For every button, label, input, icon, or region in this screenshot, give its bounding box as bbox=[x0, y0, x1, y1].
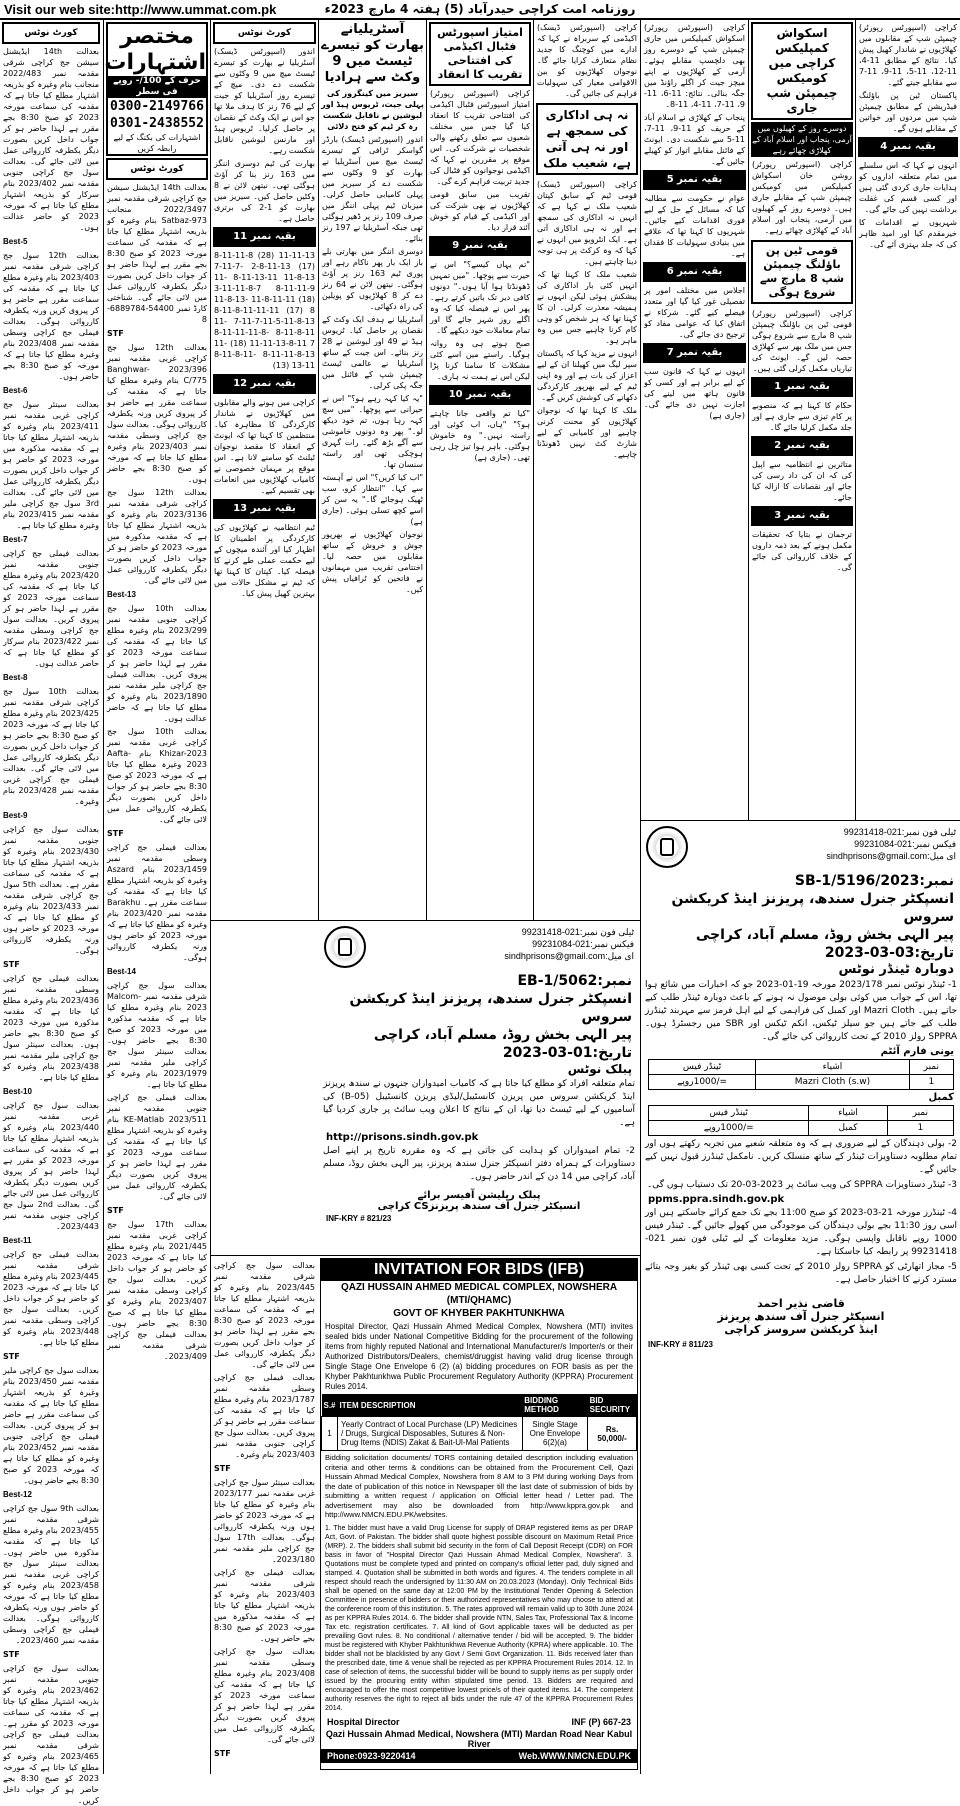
article-text: "اب کیا کریں؟" اس نے آہستہ سے کہا۔ "انتظار کرو، سب ٹھیک ہوجائے گا۔" یہ سن کر اسے کچھ تسلی ہوئی۔ (جاری ہے) bbox=[322, 473, 423, 526]
notice-title: دوبارہ ٹینڈر نوٹس bbox=[838, 962, 954, 977]
article-text: صبح ہوتے ہی وہ روانہ ہوگیا۔ راستے میں اسے کئی مشکلات کا سامنا کرنا پڑا لیکن اس نے ہمت نہ ہاری۔ bbox=[430, 339, 530, 381]
notice-body: 4- ٹینڈرز مورخہ 21-03-2023 کو صبح 11:00 بجے تک جمع کرائے جاسکتے ہیں اور اسی روز 11:30 بجے بولی دہندگان کی موجودگی میں کھولے جائیں گے۔ ٹینڈر فیس 1000 روپے ناقابل واپسی ہوگی۔ مزید معلومات کے لیے ٹیلی فون نمبر 021-99231418 پر رابطہ کیا جاسکتا ہے۔ bbox=[645, 1208, 957, 1257]
article-text: کراچی (اسپورٹس رپورٹر) روشن خان اسکواش کمپلیکس میں کومیکس چیمپئن شپ کے مقابلے جاری ہیں۔ دوسرے روز کے کھیلوں میں آرمی، پنجاب اور اسلام آباد کے کھلاڑی چھائے رہے۔ bbox=[752, 160, 852, 235]
article-text: دوسری اننگز میں بھارتی بلے باز ایک بار پھر ناکام رہے اور پوری ٹیم 163 رنز پر آؤٹ ہوگئی۔ نیتھن لائن نے 64 رنز دے کر 8 کھلاڑیوں کو پویلین کی راہ دکھائی۔ bbox=[322, 247, 424, 311]
short-ads-box bbox=[106, 22, 208, 156]
tender-col-no: نمبر bbox=[887, 1106, 953, 1121]
code-label: Best-14 bbox=[107, 967, 136, 976]
notice-department: انسپکٹر جنرل سندھ، پریزنز اینڈ کریکشن سروس bbox=[349, 991, 632, 1025]
article-text: آسٹریلیا نے ہدف ایک وکٹ کے نقصان پر حاصل کیا۔ ٹریوس ہیڈ نے 49 اور لبوشین نے 28 رنز بنائے۔ اس جیت کے ساتھ آسٹریلیا نے عالمی ٹیسٹ چیمپئن شپ کے فائنل میں جگہ پکی کرلی۔ bbox=[322, 315, 423, 390]
stf-label: STF bbox=[214, 1464, 231, 1473]
classified-text: بعدالت سول جج کراچی جنوبی مقدمہ نمبر 2023/430 بنام وغیرہ کو بذریعہ اشتہار مطلع کیا جاتا ہے کہ مقدمہ کی سماعت مقرر ہے۔ بعدالت 5th سول جج کراچی شرقی مقدمہ نمبر 2023/433 بنام وغیرہ کو مطلع کیا جاتا ہے کہ مورخہ 2023 کو حاضر ہوں ورنہ یکطرفہ کارروائی ہوگی۔ bbox=[3, 825, 99, 955]
classifieds-column-1 bbox=[0, 20, 102, 1805]
classified-text: بعدالت فیملی جج کراچی شرقی مقدمہ نمبر 2023/403 بنام وغیرہ کو بذریعہ اشتہار مطلع کیا جاتا ہے کہ مقدمہ مذکورہ میں مورخہ 2023 کو صبح 8:30 بجے حاضر ہوں۔ bbox=[214, 1568, 315, 1643]
article-text: اندور (اسپورٹس ڈیسک) آسٹریلیا نے بھارت کو تیسرے ٹیسٹ میچ میں 9 وکٹوں سے شکست دے دی۔ میچ کے تیسرے روز آسٹریلیا کو جیت کے لیے 76 رنز کا ہدف ملا تھا جو اس نے ایک وکٹ کے نقصان پر حاصل کرلیا۔ ٹریوس ہیڈ اور مارنس لبوشین ناقابل شکست رہے۔ bbox=[214, 47, 316, 155]
article-text: تقریب میں سابق قومی کھلاڑیوں نے بھی شرکت کی اور اکیڈمی کے قیام کو خوش آئند قرار دیا۔ bbox=[430, 190, 530, 232]
classified-text: بعدالت 10th سول جج کراچی جنوبی مقدمہ نمبر 2023/299 بنام وغیرہ مطلع کیا جاتا ہے کہ مقدمہ کی سماعت مورخہ 2023 کو مقرر ہے لہذا حاضر ہو کر پیروی کریں۔ بعدالت فیملی جج کراچی ملیر مقدمہ نمبر 2023/1890 بنام وغیرہ کو مطلع کیا جاتا ہے کہ حاضر عدالت ہوں۔ bbox=[107, 604, 207, 723]
classified-text: بعدالت 12th سول جج کراچی شرقی مقدمہ نمبر 2023/3136 بنام وغیرہ کو بذریعہ اشتہار مطلع کیا جاتا ہے کہ مقدمہ مذکورہ میں مورخہ 2023 کو حاضر ہو کر جواب داخل کریں بصورت دیگر یکطرفہ کارروائی عمل میں لائی جائے گی۔ bbox=[107, 488, 207, 585]
table-row bbox=[649, 1121, 954, 1136]
ifb-terms: 1. The bidder must have a valid Drug License for supply of DRAP registered items as per DRAP Act, Govt. of Pakistan. The bidder shall quote highest possible discount on Maximum Retail Price (MRP). 2. The bidders shall submit bid security in the form of Call Deposit Receipt (CDR) on FOR basis in favor of "Hospital Director Qazi Hussain Ahmad Medical Complex, Nowshera". 3. Quotations must be complete typed and printed on company's official letter pad, duly signed and stamped. 4. Quotation shall be submitted in both words and figures. 4. The tenders complete in all respect should reach the undersigned by 11:30 AM on 20.03.2023 (Monday). Only Technical Bids shall be opened on the same day at 12:00 PM by the Institutional Tender Opening & Selection Committee in presence of bidders or their authorized representatives who may choose to attend at the conference room of this institution. 5. The rates approved will remain valid up to 30th June 2024 as per KPPRA Rules 2014. 6. The bidder shall provide NTN, Sales Tax, Professional Tax & Income Tax etc. registration certificates. 7. All kind of Govt applicable taxes will be deducted as per prevailing Govt rules. 8. No conditional / alternative tender / bid will be accepted. 9. The bidder must be registered with Khyber Pakhtunkhwa Revenue Authority (KPRA) where applicable. 10. The bidder shall not be blacklisted by any Govt / Semi Govt Organization. 11. Bids received later than the prescribed date, time & venue shall be rejected as per KPPRA Procurement Rules 2014. 12. In case of selection of items, the successful bidder will be bound to supply items as per supply order issued by the procuring entity within stipulated time period. 13. Bidders are required and encouraged to offer the most competitive lowest price/s of their quoted items. 14. The competent authority reserves the right to reject all bids under the rule 47 of the KPPRA Procurement Rules 2014. bbox=[325, 1524, 633, 1712]
tender-cell: 1 bbox=[887, 1121, 953, 1136]
article-text: شہریوں نے اقدامات کا خیرمقدم کیا اور امید ظاہر کی کہ جلد بہتری آئے گی۔ bbox=[859, 218, 957, 249]
tender-table-1 bbox=[648, 1059, 954, 1090]
court-notice-heading: کورٹ نوٹس bbox=[106, 158, 208, 180]
court-notice-heading: کورٹ نوٹس bbox=[2, 22, 100, 44]
news-column-7 bbox=[641, 20, 748, 820]
article-text: ترجمان نے بتایا کہ تحقیقات مکمل ہونے کے بعد ذمہ داروں کے خلاف کارروائی کی جائے گی۔ bbox=[752, 530, 852, 572]
masthead: روزنامہ امت کراچی حیدرآباد (5) ہفتہ 4 مارچ 2023ء bbox=[324, 2, 636, 16]
ifb-phone[interactable]: Phone:0923-9220414 bbox=[327, 1750, 416, 1761]
classified-text: بعدالت سول جج کراچی وسطی مقدمہ نمبر 2023/408 بنام وغیرہ مطلع کیا جاتا ہے کہ مقدمہ کی سماعت مورخہ 2023 کو مقرر ہے لہذا حاضر ہو کر پیروی کریں بصورت دیگر یکطرفہ کارروائی عمل میں لائی جائے گی۔ bbox=[214, 1647, 315, 1744]
ifb-signatory: Hospital Director bbox=[327, 1716, 400, 1727]
article-text: کراچی (اسپورٹس رپورٹر) چیمپئن شپ کے مقابلوں میں کھلاڑیوں نے شاندار کھیل پیش کیا۔ نتائج کے مطابق 11-4، 11-12، 11-5، 11-9، 11-7 سے مقابلے جیتے گئے۔ bbox=[859, 23, 958, 87]
continued-heading: بقیہ نمبر 4 bbox=[858, 137, 958, 157]
notice-body: 3- ٹینڈر دستاویزات SPPRA کی ویب سائٹ پر 2023-03-20 تک دستیاب ہوں گی۔ bbox=[647, 1180, 957, 1190]
article-text: انہوں نے مزید کہا کہ پاکستان سپر لیگ میں کھیلنا ان کے لیے اعزاز کی بات ہے اور وہ اپنی ٹیم کے لیے بھرپور کارکردگی دکھانے کی کوشش کریں گے۔ bbox=[537, 349, 637, 402]
article-text: "تم یہاں کیسے؟" اس نے حیرت سے پوچھا۔ "میں تمہیں ڈھونڈتا ہوا آیا ہوں۔" دونوں کافی دیر تک باتیں کرتے رہے۔ پھر اس نے فیصلہ کیا کہ وہ اگلے روز شہر جائے گا اور تمام معاملات خود دیکھے گا۔ bbox=[430, 260, 530, 335]
ifb-cell-method: Single Stage One Envelope 6(2)(a) bbox=[522, 1417, 587, 1451]
notice-body: 2- بولی دہندگان کے لیے ضروری ہے کہ وہ متعلقہ شعبے میں تجربہ رکھتے ہوں اور تمام مطلوبہ دستاویزات ٹینڈر کے ساتھ منسلک کریں۔ نامکمل ٹینڈرز قبول نہیں کیے جائیں گے۔ bbox=[645, 1139, 957, 1175]
tender-cell: 1 bbox=[909, 1075, 953, 1090]
ifb-cell-security: Rs. 50,000/- bbox=[588, 1417, 637, 1451]
classified-text: بعدالت 14th ایڈیشنل سیشن جج کراچی شرقی مقدمہ نمبر 2022/483 منجانب بنام وغیرہ کو بذریعہ اشتہار مطلع کیا جاتا ہے کہ مقدمہ کی سماعت مورخہ 2023 کو صبح 8:30 بجے مقرر ہے لہذا حاضر ہو کر جواب داخل کریں بصورت دیگر یکطرفہ کارروائی عمل میں لائی جائے گی۔ بعدالت سول جج کراچی جنوبی مقدمہ نمبر 2023/402 بنام سرکار کو بذریعہ اشتہار مطلع کیا جاتا ہے کہ مورخہ 2023 کو حاضر عدالت ہوں۔ bbox=[3, 47, 100, 232]
article-text: عوام نے حکومت سے مطالبہ کیا کہ مسائل کے حل کے لیے فوری اقدامات کیے جائیں۔ شہریوں کا کہنا تھا کہ علاقے میں بنیادی سہولیات کا فقدان ہے۔ bbox=[644, 194, 745, 258]
tender-table-2 bbox=[648, 1105, 954, 1136]
ifb-government: GOVT OF KHYBER PAKHTUNKHWA bbox=[393, 1308, 565, 1319]
classified-text: بعدالت 12th سول جج کراچی غربی مقدمہ نمبر 2023/396 Banghwar-C/775 بنام وغیرہ مطلع کیا جاتا ہے کہ مقدمہ کی سماعت مقرر ہے حاضر ہو کر پیروی کریں ورنہ یکطرفہ کارروائی ہوگی۔ بعدالت سول جج کراچی وسطی مقدمہ نمبر 2023/403 بنام وغیرہ مطلع کیا جاتا ہے کہ مورخہ کو صبح 8:30 بجے حاضر ہوں۔ bbox=[106, 343, 207, 484]
notice-signatory-1: پبلک ریلیشن آفیسر برائے bbox=[417, 1190, 541, 1201]
article-text: نوجوان کھلاڑیوں نے بھرپور جوش و خروش کے ساتھ مقابلوں میں حصہ لیا۔ اختتامی تقریب میں مہمانوں نے فاتحین کو ٹرافیاں پیش کیں۔ bbox=[322, 530, 423, 594]
classified-text: بعدالت فیملی جج کراچی شرقی مقدمہ نمبر 2023/445 بنام وغیرہ مطلع کیا جاتا ہے کہ مورخہ 2023 کو حاضر ہو کر جواب داخل کریں۔ بعدالت سول جج کراچی وسطی مقدمہ نمبر 2023/448 بنام وغیرہ کو مطلع کیا جاتا ہے۔ bbox=[3, 1250, 99, 1347]
article-text: انہوں نے کہا کہ قانون سب کے لیے برابر ہے اور کسی کو قانون ہاتھ میں لینے کی اجازت نہیں دی جائے گی۔ (جاری ہے) bbox=[644, 367, 745, 420]
table-row bbox=[649, 1075, 954, 1090]
article-text: 11-11-13 (28) 8-11-11-8 (17) 2-8-11-13 7-11-7-11-8-13 8-11-13-11 11-8-11-11-9 3-11-11-8-7 (18) 11-8-11-11 11-8-13-8 (17) 8-11-8-11-11-11 7-11-7-11-5-11-8-13 11-8-11-8-11 8-11-11-11-8-7 11-11-13-8-11 (18) 11-8-11-11-8-13 8-11-8-11-13-11 (13) bbox=[214, 251, 316, 370]
article-text: پاکستان ٹین پن باؤلنگ فیڈریشن کے مطابق چیمپئن شپ میں مردوں اور خواتین کے مقابلے ہوں گے۔ bbox=[859, 91, 957, 133]
news-column-4 bbox=[319, 20, 426, 920]
classified-text: بعدالت سول جج کراچی جنوبی مقدمہ نمبر 2023/462 بنام وغیرہ کو بذریعہ اشتہار مطلع کیا جاتا ہے کہ مقدمہ کی سماعت مورخہ 2023 کو مقرر ہے۔ بعدالت فیملی جج کراچی شرقی مقدمہ نمبر 2023/465 بنام وغیرہ کو مطلع کیا جاتا ہے کہ مورخہ 2023 کو صبح 8:30 بجے حاضر ہو کر جواب داخل کریں۔ bbox=[3, 1664, 99, 1805]
notice-signatory-2: انسپکٹر جنرل آف سندھ پریزنزCS کراچی bbox=[377, 1201, 581, 1212]
notice-inf-code: INF-KRY # 811/23 bbox=[648, 1340, 713, 1349]
article-text: ملک کا کہنا تھا کہ نوجوان کھلاڑیوں کو محنت کرنی چاہیے اور کامیابی کے لیے شارٹ کٹ نہیں ڈھونڈنا چاہیے۔ bbox=[537, 406, 637, 459]
notice-title: پبلک نوٹس bbox=[567, 1062, 632, 1076]
classified-text: بعدالت سول جج کراچی شرقی مقدمہ نمبر 2023/445 بنام وغیرہ کو بذریعہ اشتہار مطلع کیا جاتا ہے کہ مقدمہ کی سماعت مورخہ 2023 کو صبح 8:30 بجے مقرر ہے لہذا حاضر ہو کر جواب داخل کریں بصورت دیگر یکطرفہ کارروائی عمل میں لائی جائے گی۔ bbox=[214, 1261, 315, 1369]
notice-website[interactable]: ppms.ppra.sindh.gov.pk bbox=[648, 1194, 785, 1205]
article-text: پنجاب کے کھلاڑی نے اسلام آباد کے حریف کو 11-9، 11-7، 11-5 سے شکست دی۔ ایونٹ کے فائنل مقابلے اتوار کو کھیلے جائیں گے۔ bbox=[644, 113, 745, 166]
tender-col-no: نمبر bbox=[909, 1060, 953, 1075]
continued-heading: بقیہ نمبر 10 bbox=[429, 385, 531, 405]
code-label: Best-12 bbox=[3, 1490, 32, 1499]
code-label: Best-5 bbox=[3, 237, 28, 246]
notice-phone[interactable]: ٹیلی فون نمبر:021-99231418 bbox=[843, 827, 956, 837]
classified-text: بعدالت 9th سول جج کراچی شرقی مقدمہ نمبر 2023/455 بنام وغیرہ مطلع کیا جاتا ہے کہ مقدمہ مذکورہ میں حاضر ہوں۔ بعدالت سینئر سول جج کراچی غربی مقدمہ نمبر 2023/458 بنام وغیرہ کو مطلع کیا جاتا ہے کہ مورخہ کو حاضر ہوں ورنہ یکطرفہ کارروائی ہوگی۔ بعدالت فیملی جج کراچی وسطی مقدمہ نمبر 2023/460۔ bbox=[3, 1504, 99, 1645]
short-ads-phone-2[interactable]: 0301-2438552 bbox=[110, 116, 204, 131]
article-text: کراچی (اسپورٹس رپورٹر) امتیاز اسپورٹس فٹبال اکیڈمی کی افتتاحی تقریب کا انعقاد کیا گیا جس میں مختلف شعبوں سے تعلق رکھنے والی شخصیات نے شرکت کی۔ اس موقع پر مقررین نے کہا کہ اکیڈمی نوجوانوں کو فٹبال کی جدید تربیت فراہم کرے گی۔ bbox=[430, 89, 530, 186]
prisons-retender-notice: ٹیلی فون نمبر:021-99231418 فیکس نمبر:021-99231084 ای میل:sindhprisons@gmail.com نمبر:SB-1/5196/2023 انسپکٹر جنرل سندھ، پریزنز اینڈ کریکشن سروس پیر الہی بخش روڈ، مسلم آباد، کراچی تاریخ:03-03-2023 دوبارہ ٹینڈر نوٹس 1- ٹینڈر نوٹس نمبر 2023/178 مورخہ 19-01-2023 جو کہ اخبارات میں شائع ہوا تھا، اس کے جواب میں کوئی بولی موصول نہ ہونے کے باعث دوبارہ ٹینڈر طلب کیے جاتے ہیں۔ Mazri Cloth اور کمبل کی فراہمی کے لیے اہل فرمز سے مہربند ٹینڈرز طلب کیے جاتے ہیں جو سیلز ٹیکس، انکم ٹیکس اور SBR میں رجسٹرڈ ہوں۔ SPPRA رولز 2010 کے تحت کارروائی کی جائے گی۔ یونی فارم آئٹم نمبر اشیاء ٹینڈر فیس 1 Mazri Cloth (s.w) =/1000روپے کمبل نمبر اشیاء ٹینڈر فیس 1 کمبل =/1000روپے 2- بولی دہندگان کے لیے ضروری ہے کہ وہ متعلقہ شعبے میں تجربہ رکھتے ہوں اور تمام مطلوبہ دستاویزات ٹینڈر کے ساتھ منسلک کریں۔ نامکمل ٹینڈرز قبول نہیں کیے جائیں گے۔ 3- ٹینڈر دستاویزات SPPRA کی ویب سائٹ پر 2023-03-20 تک دستیاب ہوں گی۔ ppms.ppra.sindh.gov.pk 4- ٹینڈرز مورخہ 21-03-2023 کو صبح 11:00 بجے تک جمع کرائے جاسکتے ہیں اور اسی روز 11:30 بجے بولی دہندگان کی موجودگی میں کھولے جائیں گے۔ ٹینڈر فیس 1000 روپے ناقابل واپسی ہوگی۔ مزید معلومات کے لیے ٹیلی فون نمبر 021-99231418 پر رابطہ کیا جاسکتا ہے۔ 5- مجاز اتھارٹی کو SPPRA رولز 2010 کے تحت کسی بھی ٹینڈر کو بغیر وجہ بتائے مسترد کرنے کا اختیار حاصل ہے۔ قاضی نذیر احمد انسپکٹر جنرل آف سندھ پریزنز اینڈ کریکشن سروسز کراچی INF-KRY # 811/23 bbox=[642, 822, 960, 1772]
notice-body: تمام متعلقہ افراد کو مطلع کیا جاتا ہے کہ کامیاب امیدواران جنہوں نے سندھ پریزنز اینڈ کریکشن سروس میں پریزن کانسٹیبل/لیڈی پریزن کانسٹیبل (B-05) کی آسامیوں کے لیے ٹیسٹ دیا تھا، ان کے نتائج کا اعلان ویب سائٹ پر جاری کردیا گیا ہے۔ bbox=[323, 1079, 635, 1128]
classified-text: بعدالت 10th سول جج کراچی شرقی مقدمہ نمبر 2023/425 بنام وغیرہ مطلع کیا جاتا ہے کہ مورخہ 2023 کو صبح 8:30 بجے حاضر ہو کر جواب داخل کریں بصورت دیگر یکطرفہ کارروائی عمل میں لائی جائے گی۔ بعدالت فیملی جج کراچی غربی مقدمہ نمبر 2023/428 بنام وغیرہ۔ bbox=[3, 687, 100, 806]
ifb-col-security: BID SECURITY bbox=[588, 1394, 637, 1417]
article-text: ٹیم انتظامیہ نے کھلاڑیوں کی کارکردگی پر اطمینان کا اظہار کیا اور آئندہ میچوں کے لیے حکمت عملی طے کرنے کا فیصلہ کیا۔ کپتان کا کہنا تھا کہ ٹیم نے مشکل حالات میں بہترین کھیل پیش کیا۔ bbox=[214, 523, 315, 598]
tender-cell: کمبل bbox=[809, 1121, 887, 1136]
notice-inf-code: INF-KRY # 821/23 bbox=[326, 1214, 392, 1223]
classified-text: بعدالت فیملی جج کراچی وسطی مقدمہ نمبر 2023/1787 بنام وغیرہ مطلع کیا جاتا ہے کہ مقدمہ کی سماعت مقرر ہے حاضر ہو کر پیروی کریں۔ بعدالت سول جج کراچی جنوبی مقدمہ نمبر 2023/403 بنام وغیرہ۔ bbox=[214, 1373, 315, 1459]
news-column-3 bbox=[211, 20, 318, 920]
notice-website[interactable]: http://prisons.sindh.gov.pk bbox=[326, 1132, 479, 1143]
code-label: Best-6 bbox=[3, 386, 28, 395]
cricket-subheadline: سیریز میں کینگروز کی پہلی جیت، ٹریوس ہیڈ اور لبوشین نے ناقابل شکست رہ کر ٹیم کو فتح دلائی bbox=[321, 89, 424, 131]
article-text: "یہ کیا کہہ رہے ہو؟" اس نے حیرانی سے پوچھا۔ "میں سچ کہہ رہا ہوں، تم خود دیکھ لو۔" پھر وہ دونوں خاموشی سے آگے بڑھ گئے۔ رات گہری ہوچکی تھی اور راستہ سنسان تھا۔ bbox=[322, 394, 423, 469]
continued-heading: بقیہ نمبر 9 bbox=[429, 236, 531, 256]
continued-heading: بقیہ نمبر 7 bbox=[643, 343, 746, 363]
article-text: کراچی (اسپورٹس رپورٹر) قومی ٹین پن باؤلنگ چیمپئن شپ 8 مارچ سے شروع ہوگی جس میں ملک بھر سے کھلاڑی حصہ لیں گے۔ ایونٹ کی تیاریاں مکمل کرلی گئی ہیں۔ bbox=[752, 309, 852, 373]
classified-text: بعدالت سول جج کراچی شرقی مقدمہ نمبر Malcom-2023 بنام وغیرہ مطلع کیا جاتا ہے کہ مقدمہ مذکورہ میں مورخہ 2023 کو صبح 8:30 بجے حاضر ہوں۔ بعدالت سینئر سول جج کراچی ملیر مقدمہ نمبر 2023/1979 بنام وغیرہ کو مطلع کیا جاتا ہے۔ bbox=[107, 981, 207, 1089]
continued-heading: بقیہ نمبر 11 bbox=[213, 227, 316, 247]
notice-address: پیر الہی بخش روڈ، مسلم آباد، کراچی bbox=[373, 1027, 632, 1043]
continued-heading: بقیہ نمبر 13 bbox=[213, 499, 316, 519]
tender-col-item: اشیاء bbox=[756, 1060, 909, 1075]
short-ads-title: مختصر اشتہارات bbox=[104, 24, 206, 75]
squash-subheadline: دوسرے روز کے کھیلوں میں آرمی، پنجاب اور اسلام آباد کے کھلاڑی چھائے رہے bbox=[752, 124, 852, 155]
classified-text: بعدالت فیملی جج کراچی جنوبی مقدمہ نمبر 2023/511 KE-Matlab بنام وغیرہ کو بذریعہ اشتہار مطلع کیا جاتا ہے کہ مقدمہ کی سماعت مورخہ 2023 کو مقرر ہے لہذا حاضر ہو کر پیروی کریں بصورت دیگر یکطرفہ کارروائی عمل میں لائی جائے گی۔ bbox=[107, 1093, 208, 1201]
notice-signatory-3: اینڈ کریکشن سروسز کراچی bbox=[724, 1323, 878, 1336]
ifb-footer bbox=[321, 1749, 637, 1763]
tender-cell: =/1000روپے bbox=[649, 1121, 809, 1136]
continued-heading: بقیہ نمبر 12 bbox=[213, 374, 316, 394]
classified-text: بعدالت فیملی جج کراچی وسطی مقدمہ نمبر 2023/1459 بنام Aszard وغیرہ کو بذریعہ اشتہار مطلع کیا جاتا ہے کہ مقدمہ کی سماعت مقرر ہے۔ Barakhu مقدمہ نمبر 2023/420 بنام وغیرہ کو مطلع کیا جاتا ہے کہ مورخہ 2023 کو حاضر ہوں ورنہ یکطرفہ کارروائی ہوگی۔ bbox=[107, 843, 207, 962]
code-label: Best-11 bbox=[3, 1236, 32, 1245]
cricket-headline: آسٹریلیانے بھارت کو تیسرے ٹیسٹ میں 9 وکٹ سے ہرادیا bbox=[321, 22, 424, 85]
continued-heading: بقیہ نمبر 2 bbox=[751, 436, 853, 456]
classified-text: بعدالت فیملی جج کراچی وسطی مقدمہ نمبر 2023/436 بنام وغیرہ مطلع کیا جاتا ہے کہ مقدمہ مذکورہ میں مورخہ 2023 کو صبح 8:30 بجے حاضر ہوں۔ بعدالت سینئر سول جج کراچی ملیر مقدمہ نمبر 2023/438 بنام وغیرہ کو مطلع کیا جاتا ہے۔ bbox=[3, 974, 99, 1082]
article-text: اجلاس میں مختلف امور پر تفصیلی غور کیا گیا اور متعدد فیصلے کیے گئے۔ شرکاء نے اتفاق کیا کہ عوامی مفاد کو ترجیح دی جائے گی۔ bbox=[644, 286, 745, 339]
code-label: Best-13 bbox=[107, 590, 136, 599]
classified-text: بعدالت 14th ایڈیشنل سیشن جج کراچی شرقی مقدمہ نمبر 2022/3497 منجانب Satbaz-973 بنام وغیرہ کو بذریعہ اشتہار مطلع کیا جاتا ہے کہ مقدمہ کی سماعت مورخہ 2023 کو صبح 8:30 بجے مقرر ہے لہذا حاضر ہو کر جواب داخل کریں بصورت دیگر یکطرفہ کارروائی عمل میں لائی جائے گی۔ شناختی کارڈ نمبر 54400-6889784-8 bbox=[107, 183, 207, 324]
continued-heading: بقیہ نمبر 1 bbox=[751, 377, 853, 397]
article-text: کراچی (اسپورٹس رپورٹر) اسکواش کمپلیکس میں جاری چیمپئن شپ کے دوسرے روز بھی دلچسپ مقابلے ہوئے۔ آرمی کے کھلاڑیوں نے اپنے میچز جیت کر اگلے راؤنڈ میں جگہ بنالی۔ نتائج: 11-6، 11-9، 11-7، 11-4، 11-8۔ bbox=[644, 23, 746, 109]
news-column-9 bbox=[856, 20, 960, 820]
continued-heading: بقیہ نمبر 6 bbox=[643, 262, 746, 282]
article-text: کراچی (اسپورٹس ڈیسک) قومی ٹیم کے سابق کپتان شعیب ملک نے کہا ہے کہ انہیں نہ اداکاری کی سمجھ ہے اور نہ ہی اداکاری آتی ہے۔ ایک انٹرویو میں انہوں نے کہا کہ وہ کرکٹ پر ہی توجہ دینا چاہتے ہیں۔ bbox=[537, 180, 637, 266]
news-column-8 bbox=[749, 20, 855, 820]
section-rule bbox=[641, 820, 960, 821]
notice-email[interactable]: ای میل:sindhprisons@gmail.com bbox=[826, 851, 956, 861]
notice-body: 2- تمام امیدواران کو ہدایت کی جاتی ہے کہ وہ مقررہ تاریخ پر اپنے اصل دستاویزات کے ہمراہ دفتر انسپکٹر جنرل سندھ پریزنز، پیر الہی بخش روڈ، مسلم آباد، کراچی میں 14 دن کے اندر حاضر ہوں۔ bbox=[323, 1146, 635, 1182]
malik-headline: نہ ہی اداکاری کی سمجھ ہے اور نہ ہی آتی ہے، شعیب ملک bbox=[536, 103, 638, 175]
ifb-notice bbox=[320, 1258, 638, 1770]
classified-text: بعدالت سینئر سول جج کراچی غربی مقدمہ نمبر 2023/177 بنام وغیرہ کو مطلع کیا جاتا ہے کہ مورخہ 2023 کو حاضر ہوں ورنہ یکطرفہ کارروائی ہوگی۔ بعدالت 17th سول جج کراچی ملیر مقدمہ نمبر 2023/180۔ bbox=[214, 1478, 315, 1564]
continued-heading: بقیہ نمبر 3 bbox=[751, 506, 853, 526]
short-ads-phone-1[interactable]: 0300-2149766 bbox=[110, 99, 204, 114]
news-column-6 bbox=[534, 20, 640, 920]
ifb-intro: Hospital Director, Qazi Hussain Ahmed Medical Complex, Nowshera (MTI) invites sealed bids under National Competitive Bidding for the procurement of the following items from highly reputed National and International Manufacturer/s Importer/s or their Authorized Distributors/Dealers, chemist/druggist having valid drug license through Single Stage One Envelope 6 (2) (a) bidding procedures on FOR basis as per the Khyber Pakhtunkhwa Public Procurement Regulatory Authority (KPPRA) Procurement Rules 2014. bbox=[325, 1322, 633, 1391]
short-ads-rate: حرف کے 100/- روپے فی سطر bbox=[108, 76, 206, 98]
code-label: Best-8 bbox=[3, 673, 28, 682]
tender-cell: Mazri Cloth (s.w) bbox=[756, 1075, 909, 1090]
stf-label: STF bbox=[3, 1352, 20, 1361]
stf-label: STF bbox=[214, 1749, 231, 1758]
code-label: Best-10 bbox=[3, 1087, 32, 1096]
classified-text: بعدالت فیملی جج کراچی جنوبی مقدمہ نمبر 2023/420 بنام وغیرہ مطلع کیا جاتا ہے کہ مقدمہ کی سماعت مورخہ 2023 کو مقرر ہے لہذا حاضر ہو کر پیروی کریں۔ بعدالت سول جج کراچی وسطی مقدمہ نمبر 2023/422 بنام سرکار کو مطلع کیا جاتا ہے کہ حاضر عدالت ہوں۔ bbox=[3, 549, 99, 668]
section-rule bbox=[211, 1255, 640, 1256]
tender-cell: =/1000روپے bbox=[649, 1075, 756, 1090]
article-text: انہوں نے کہا کہ اس سلسلے میں تمام متعلقہ اداروں کو ہدایات جاری کردی گئی ہیں اور کسی قسم کی غفلت برداشت نہیں کی جائے گی۔ bbox=[859, 161, 957, 214]
stf-label: STF bbox=[107, 1206, 124, 1215]
sindh-prisons-emblem-icon bbox=[324, 926, 366, 968]
academy-headline: امتیاز اسپورٹس فٹبال اکیڈمی کی افتتاحی تقریب کا انعقاد bbox=[429, 22, 531, 86]
short-ads-note: اشتہارات کی بکنگ کے لیے رابطہ کریں bbox=[113, 133, 201, 153]
news-column-5 bbox=[427, 20, 533, 920]
article-text: "کیا تم واقعی جانا چاہتے ہو؟" "ہاں، اب کوئی اور راستہ نہیں۔" وہ خاموش ہوگئی۔ باہر ہوا تیز چل رہی تھی۔ (جاری ہے) bbox=[430, 409, 530, 462]
ifb-body: Bidding solicitation documents/ TORS containing detailed description including evaluation criteria and other terms & conditions can be obtained from the Procurement Cell, Qazi Hussain Ahmad Medical Complex, Nowshera from 8 AM to 3 PM during working Days from the date of publication of this notice in Newspaper till the last date of submission of bids by submitting a written request / application on Official letter head / Letter pad. The advertisement may also be downloaded from http://www.kppra.gov.pk and http://www.NMCN.EDU.PK/websites. bbox=[325, 1453, 633, 1519]
ifb-col-item: ITEM DESCRIPTION bbox=[338, 1394, 523, 1417]
article-text: کراچی (اسپورٹس ڈیسک) اکیڈمی کے سربراہ نے کہا کہ ادارے میں کوچنگ کا جدید نظام متعارف کرایا جائے گا۔ نوجوان کھلاڑیوں کو بین الاقوامی معیار کی سہولیات فراہم کی جائیں گی۔ bbox=[537, 23, 637, 98]
code-label: Best-9 bbox=[3, 811, 28, 820]
ifb-cell-item: Yearly Contract of Local Purchase (LP) Medicines / Drugs, Surgical Disposables, Sutures & Non-Drug Items (NDIS) Zakat & Bait-Ul-Mal Patients bbox=[338, 1417, 523, 1451]
prisons-public-notice bbox=[320, 922, 638, 1252]
notice-date: تاریخ:01-03-2023 bbox=[502, 1045, 632, 1061]
tender-col-item: اشیاء bbox=[809, 1106, 887, 1121]
ifb-col-sn: S.# bbox=[322, 1394, 338, 1417]
court-notice-heading: کورٹ نوٹس bbox=[213, 22, 316, 44]
ifb-cell-sn: 1 bbox=[322, 1417, 338, 1451]
section-rule bbox=[211, 920, 640, 921]
classifieds-column-2 bbox=[104, 20, 210, 1774]
notice-email[interactable]: ای میل:sindhprisons@gmail.com bbox=[504, 951, 634, 961]
ifb-organization: QAZI HUSSAIN AHMED MEDICAL COMPLEX, NOWSHERA (MTI/QHAMC) bbox=[340, 1282, 618, 1306]
article-text: کراچی میں ہونے والے مقابلوں میں کھلاڑیوں نے شاندار کارکردگی کا مظاہرہ کیا۔ منتظمین کا کہنا تھا کہ ایونٹ کے انعقاد کا مقصد نوجوان ٹیلنٹ کو سامنے لانا ہے۔ اس موقع پر مہمان خصوصی نے کامیاب کھلاڑیوں میں انعامات بھی تقسیم کیے۔ bbox=[214, 398, 315, 495]
classified-text: بعدالت 10th سول جج کراچی غربی مقدمہ نمبر Khizar-2023 بنام Aafta-2023 وغیرہ مطلع کیا جاتا ہے کہ مورخہ 2023 کو صبح 8:30 بجے حاضر ہو کر جواب داخل کریں بصورت دیگر یکطرفہ کارروائی عمل میں لائی جائے گی۔ bbox=[107, 727, 207, 824]
continued-heading: بقیہ نمبر 5 bbox=[643, 170, 746, 190]
classifieds-column-3-lower bbox=[211, 1258, 318, 1770]
stf-label: STF bbox=[107, 329, 124, 338]
ifb-inf-code: INF (P) 667-23 bbox=[571, 1716, 631, 1727]
ifb-title: INVITATION FOR BIDS (IFB) bbox=[321, 1259, 637, 1281]
classified-text: بعدالت 17th سول جج کراچی غربی مقدمہ نمبر 2021/445 بنام وغیرہ مطلع کیا جاتا ہے کہ مورخہ 2023 کو حاضر ہو کر جواب داخل کریں۔ بعدالت سول جج کراچی وسطی مقدمہ نمبر 2023/407 بنام وغیرہ کو مطلع کیا جاتا ہے کہ صبح 8:30 بجے حاضر ہوں۔ بعدالت فیملی جج کراچی شرقی مقدمہ نمبر 2023/409۔ bbox=[107, 1220, 207, 1361]
ifb-table bbox=[321, 1394, 637, 1451]
stf-label: STF bbox=[107, 829, 124, 838]
classified-text: بعدالت سول جج کراچی غربی مقدمہ نمبر 2023/440 بنام وغیرہ کو بذریعہ اشتہار مطلع کیا جاتا ہے کہ مقدمہ کی سماعت مورخہ 2023 کو مقرر ہے لہذا حاضر ہو کر پیروی کریں بصورت دیگر یکطرفہ کارروائی عمل میں لائی جائے گی۔ بعدالت 2nd سول جج کراچی جنوبی مقدمہ نمبر 2023/443۔ bbox=[3, 1101, 99, 1231]
notice-signatory-2: انسپکٹر جنرل آف سندھ پریزنز bbox=[717, 1310, 885, 1323]
sindh-prisons-emblem-icon bbox=[646, 826, 688, 868]
notice-fax: فیکس نمبر:021-99231084 bbox=[532, 939, 634, 949]
stf-label: STF bbox=[3, 960, 20, 969]
article-text: بھارت کی ٹیم دوسری اننگز میں 163 رنز بنا کر آؤٹ ہوگئی تھی۔ نیتھن لائن نے 8 وکٹیں حاصل کیں۔ سیریز میں بھارت کو 1-2 کی برتری حاصل ہے۔ bbox=[214, 159, 315, 223]
notice-signatory-1: قاضی نذیر احمد bbox=[757, 1297, 845, 1310]
squash-headline: اسکواش کمپلیکس کراچی میں کومیکس چیمپئن شپ جاری bbox=[751, 22, 853, 120]
ifb-address: Qazi Hussain Ahmad Medical, Nowshera (MTI) Mardan Road Near Kabul River bbox=[325, 1728, 633, 1749]
ifb-website[interactable]: Web.WWW.NMCN.EDU.PK bbox=[518, 1750, 631, 1761]
notice-ref: نمبر:SB-1/5196/2023 bbox=[794, 873, 954, 889]
notice-date: تاریخ:03-03-2023 bbox=[824, 945, 954, 961]
classified-text: بعدالت سینئر سول جج کراچی غربی مقدمہ نمبر 2023/411 بنام وغیرہ کو بذریعہ اشتہار مطلع کیا جاتا ہے کہ مقدمہ مذکورہ میں مورخہ 2023 کو حاضر ہو کر جواب داخل کریں بصورت دیگر یکطرفہ کارروائی عمل میں لائی جائے گی۔ بعدالت 3rd سول جج کراچی ملیر مقدمہ نمبر 2023/415 بنام وغیرہ مطلع کیا جاتا ہے۔ bbox=[3, 400, 99, 530]
article-text: متاثرین نے انتظامیہ سے اپیل کی کہ ان کی داد رسی کی جائے اور نقصانات کا ازالہ کیا جائے۔ bbox=[752, 460, 852, 502]
notice-fax: فیکس نمبر:021-99231084 bbox=[854, 839, 956, 849]
classified-text: بعدالت سول جج کراچی ملیر مقدمہ نمبر 2023/450 بنام وغیرہ کو بذریعہ اشتہار مطلع کیا جاتا ہے کہ مقدمہ کی سماعت مقرر ہے حاضر ہو کر پیروی کریں۔ بعدالت فیملی جج کراچی جنوبی مقدمہ نمبر 2023/452 بنام وغیرہ کو مطلع کیا جاتا ہے کہ مورخہ 2023 کو صبح 8:30 بجے حاضر ہوں۔ bbox=[3, 1366, 99, 1485]
notice-phone[interactable]: ٹیلی فون نمبر:021-99231418 bbox=[521, 927, 634, 937]
tender-col-fee: ٹینڈر فیس bbox=[649, 1060, 756, 1075]
code-label: Best-7 bbox=[3, 535, 28, 544]
notice-body: 1- ٹینڈر نوٹس نمبر 2023/178 مورخہ 19-01-2023 جو کہ اخبارات میں شائع ہوا تھا، اس کے جواب میں کوئی بولی موصول نہ ہونے کے باعث دوبارہ ٹینڈر طلب کیے جاتے ہیں۔ Mazri Cloth اور کمبل کی فراہمی کے لیے اہل فرمز سے مہربند ٹینڈرز طلب کیے جاتے ہیں جو سیلز ٹیکس، انکم ٹیکس اور SBR میں رجسٹرڈ ہوں۔ SPPRA رولز 2010 کے تحت کارروائی کی جائے گی۔ bbox=[645, 980, 958, 1042]
site-url[interactable]: Visit our web site:http://www.ummat.com.pk bbox=[4, 2, 277, 17]
notice-department: انسپکٹر جنرل سندھ، پریزنز اینڈ کریکشن سروس bbox=[671, 891, 954, 925]
notice-body: 5- مجاز اتھارٹی کو SPPRA رولز 2010 کے تحت کسی بھی ٹینڈر کو بغیر وجہ بتائے مسترد کرنے کا اختیار حاصل ہے۔ bbox=[645, 1262, 958, 1285]
notice-address: پیر الہی بخش روڈ، مسلم آباد، کراچی bbox=[695, 927, 954, 943]
notice-ref: نمبر:EB-1/5062 bbox=[517, 973, 632, 989]
article-text: حکام کا کہنا ہے کہ منصوبے پر کام تیزی سے جاری ہے اور جلد مکمل کرلیا جائے گا۔ bbox=[752, 401, 852, 432]
stf-label: STF bbox=[3, 1650, 20, 1659]
article-text: شعیب ملک کا کہنا تھا کہ انہیں کئی بار اداکاری کی پیشکش ہوئی لیکن انہوں نے ہمیشہ معذرت کرلی۔ ان کا کہنا تھا کہ ہر شخص کو وہی کام کرنا چاہیے جس میں وہ ماہر ہو۔ bbox=[537, 270, 637, 345]
ifb-col-method: BIDDING METHOD bbox=[522, 1394, 587, 1417]
tender-col-fee: ٹینڈر فیس bbox=[649, 1106, 809, 1121]
bowling-headline: قومی ٹین پن باؤلنگ چیمپئن شپ 8 مارچ سے شروع ہوگی bbox=[751, 240, 853, 304]
article-text: اندور (اسپورٹس ڈیسک) بارڈر گواسکر ٹرافی کے تیسرے ٹیسٹ میچ میں آسٹریلیا نے بھارت کو 9 وکٹوں سے شکست دے کر سیریز میں پہلی کامیابی حاصل کرلی۔ میزبان ٹیم پہلی اننگز میں صرف 109 رنز پر ڈھیر ہوگئی تھی جبکہ آسٹریلیا نے 197 رنز بنائے۔ bbox=[322, 135, 424, 243]
table-row bbox=[322, 1417, 637, 1451]
classified-text: بعدالت 12th سول جج کراچی شرقی مقدمہ نمبر 2023/403 بنام وغیرہ مطلع کیا جاتا ہے کہ مقدمہ کی سماعت مقرر ہے حاضر ہو کر پیروی کریں ورنہ یکطرفہ کارروائی ہوگی۔ بعدالت فیملی جج کراچی وسطی مقدمہ نمبر 2023/408 بنام وغیرہ مطلع کیا جاتا ہے کہ مورخہ کو صبح 8:30 بجے حاضر ہوں۔ bbox=[3, 251, 100, 381]
